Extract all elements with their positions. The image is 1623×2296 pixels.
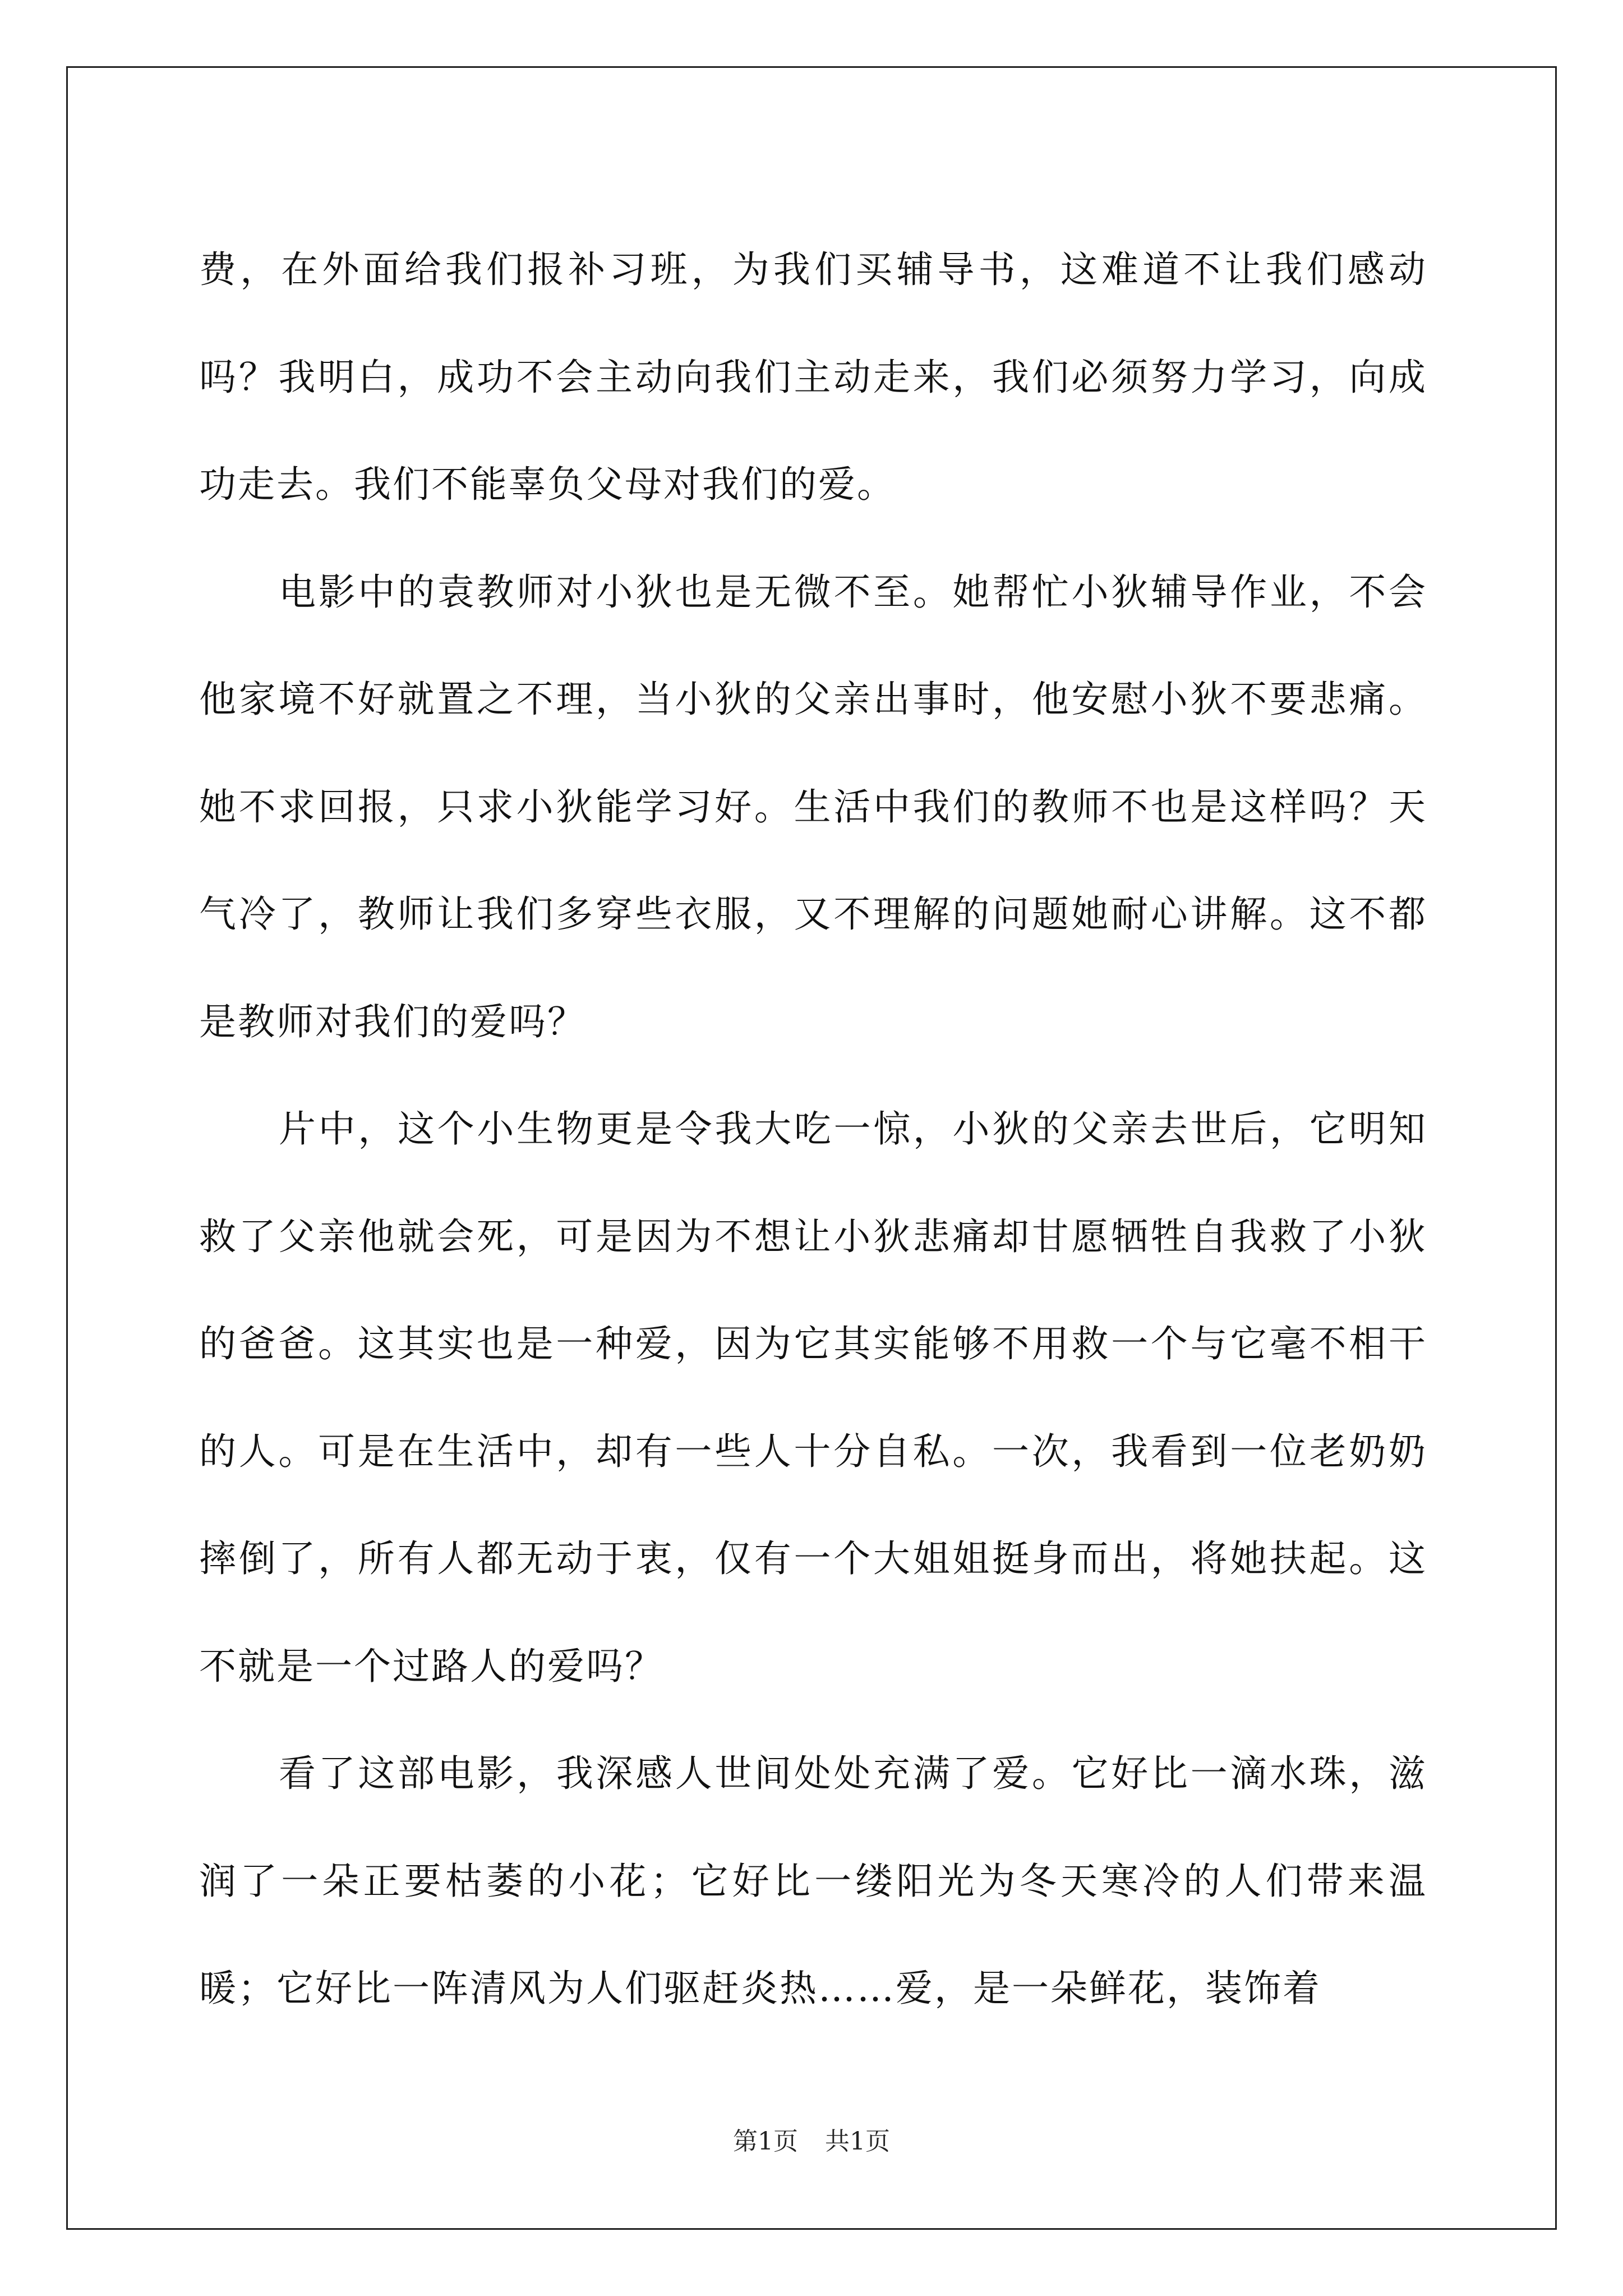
paragraph-2: 电影中的袁教师对小狄也是无微不至。她帮忙小狄辅导作业，不会他家境不好就置之不理，当小狄的父亲出事时，他安慰小狄不要悲痛。她不求回报，只求小狄能学习好。生活中我们的教师不也是这样吗？天气冷了，教师让我们多穿些衣服，又不理解的问题她耐心讲解。这不都是教师对我们的爱吗？: [199, 570, 1427, 1043]
page-total: 共1页: [825, 2127, 890, 2156]
document-body: [199, 216, 1427, 2042]
page-footer: [0, 2125, 1623, 2159]
paragraph-3: 片中，这个小生物更是令我大吃一惊，小狄的父亲去世后，它明知救了父亲他就会死，可是因为不想让小狄悲痛却甘愿牺牲自我救了小狄的爸爸。这其实也是一种爱，因为它其实能够不用救一个与它毫不相干的人。可是在生活中，却有一些人十分自私。一次，我看到一位老奶奶摔倒了，所有人都无动于衷，仅有一个大姐姐挺身而出，将她扶起。这不就是一个过路人的爱吗？: [199, 1107, 1427, 1688]
paragraph-4: 看了这部电影，我深感人世间处处充满了爱。它好比一滴水珠，滋润了一朵正要枯萎的小花；它好比一缕阳光为冬天寒冷的人们带来温暖；它好比一阵清风为人们驱赶炎热……爱，是一朵鲜花，装饰着: [199, 1752, 1427, 2010]
page-number: 第1页: [733, 2127, 798, 2156]
paragraph-1: 费，在外面给我们报补习班，为我们买辅导书，这难道不让我们感动吗？我明白，成功不会主动向我们主动走来，我们必须努力学习，向成功走去。我们不能辜负父母对我们的爱。: [199, 248, 1427, 506]
